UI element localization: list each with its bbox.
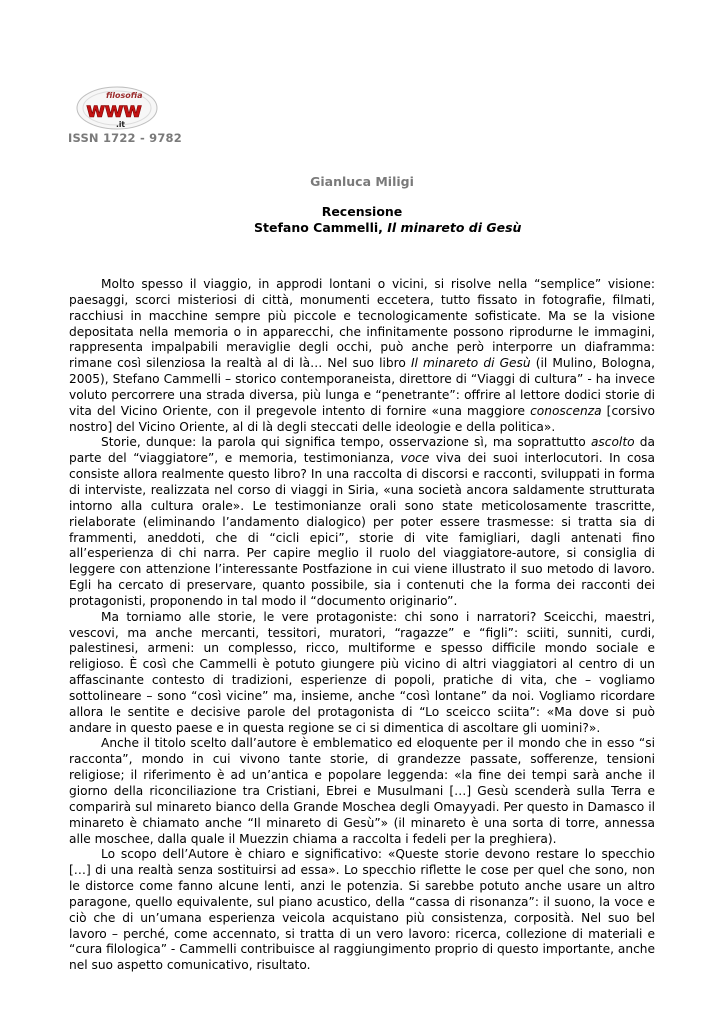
article-author: Gianluca Miligi xyxy=(310,174,414,189)
review-body xyxy=(69,277,655,974)
text-run-italic: ascolto xyxy=(590,435,635,450)
filosofia-logo xyxy=(72,84,168,132)
issn-number: ISSN 1722 - 9782 xyxy=(68,131,182,145)
text-run: [corsivo nostro] del Vicino Oriente, al di là degli steccati delle ideologie e della politica». xyxy=(69,403,656,434)
text-run: Storie, dunque: la parola qui significa tempo, osservazione sì, ma soprattutto xyxy=(101,435,591,450)
book-heading xyxy=(254,220,554,235)
paragraph: Lo scopo dell’Autore è chiaro e significativo: «Queste storie devono restare lo specchio […] di una realtà senza sostituirsi ad essa». Lo specchio riflette le cose per quel che sono, non le distorce come fanno alcune lenti, anzi le potenzia. Si sarebbe potuto anche usare un altro paragone, quello equivalente, sul piano acustico, della “cassa di risonanza”: il suono, la voce e ciò che di un’umana esperienza veicola acquistano più consistenza, corposità. Nel suo bel lavoro – perché, come accennato, si tratta di un vero lavoro: ricerca, collezione di materiali e “cura filologica” - Cammelli contribuisce al raggiungimento proprio di questo importante, anche nel suo aspetto comunicativo, risultato. xyxy=(69,847,656,973)
book-title: Il minareto di Gesù xyxy=(387,220,522,235)
text-run: viva dei suoi interlocutori. In cosa consiste allora realmente questo libro? In una raccolta di discorsi e racconti, sviluppati in forma di interviste, realizzata nel corso di viaggi in Siria, «una società ancora saldamente strutturata intorno alla cultura orale». Le testimonianze orali sono state meticolosamente trascritte, rielaborate (eliminando l’andamento dialogico) per poter essere trasmesse: si tratta sia di frammenti, aneddoti, che di “cicli epici”, storie di vite famigliari, dagli antenati fino all’esperienza di chi narra. Per capire meglio il ruolo del viaggiatore-autore, si consiglia di leggere con attenzione l’interessante Postfazione in cui viene illustrato il suo metodo di lavoro. Egli ha cercato di preservare, quanto possibile, sia i contenuti che la forma dei racconti dei protagonisti, proponendo in tal modo il “documento originario”. xyxy=(69,451,655,608)
text-run: Molto spesso il viaggio, in approdi lontani o vicini, si risolve nella “semplice” visione: paesaggi, scorci misteriosi di città, monumenti eccetera, tutto fissato in fotografie, filmati, racchiusi in macchine sempre più piccole e tecnologicamente sofisticate. Ma se la visione depositata nella memoria o in apparecchi, che infinitamente possono riprodurne le immagini, rappresenta impalpabili meraviglie degli occhi, può anche però interporre un diaframma: rimane così silenziosa la realtà al di là… Nel suo libro xyxy=(69,277,655,371)
text-run-italic: Il minareto di Gesù xyxy=(410,356,531,371)
text-run-italic: conoscenza xyxy=(530,403,602,418)
article-kind: Recensione xyxy=(321,204,403,219)
logo-domain: .it xyxy=(116,120,126,129)
paragraph: Ma torniamo alle storie, le vere protagoniste: chi sono i narratori? Sceicchi, maestri, vescovi, ma anche mercanti, tessitori, muratori, “ragazze” e “figli”: sciiti, sunniti, curdi, palestinesi, armeni: un complesso, ricco, multiforme e spesso difficile mondo sociale e religioso. È così che Cammelli è potuto giungere più vicino di altri viaggiatori al centro di un affascinante contesto di tradizioni, esperienze di popoli, pratiche di vita, che – vogliamo sottolineare – sono “così vicine” ma, insieme, anche “così lontane” da noi. Vogliamo ricordare allora le sentite e decisive parole del protagonista di “Lo sceicco sciita”: «Ma dove si può andare in questo paese e in questa regione se ci si dimentica di ascoltare gli uomini?». xyxy=(69,609,655,735)
paragraph xyxy=(69,435,655,609)
book-author: Stefano Cammelli, xyxy=(254,220,388,235)
text-run: (il Mulino, Bologna, 2005), Stefano Cammelli – storico contemporaneista, direttore di “Viaggi di cultura” - ha invece voluto percorrere una strada diversa, più lunga e “penetrante”: offrire al lettore dodici storie di vita del Vicino Oriente, con il pregevole intento di fornire «una maggiore xyxy=(69,356,656,418)
text-run: da parte del “viaggiatore”, e memoria, testimonianza, xyxy=(69,435,655,466)
text-run-italic: voce xyxy=(400,451,430,466)
logo-www: www xyxy=(86,98,142,122)
logo-text: filosofia xyxy=(106,91,143,100)
paragraph xyxy=(69,277,655,435)
paragraph: Anche il titolo scelto dall’autore è emblematico ed eloquente per il mondo che in esso “si racconta”, mondo in cui vivono tante storie, di grandezze passate, sofferenze, tensioni religiose; il riferimento è ad un’antica e popolare leggenda: «la fine dei tempi sarà anche il giorno della riconciliazione tra Cristiani, Ebrei e Musulmani […] Gesù scenderà sulla Terra e comparirà sul minareto bianco della Grande Moschea degli Omayyadi. Per questo in Damasco il minareto è chiamato anche “Il minareto di Gesù”» (il minareto è una sorta di torre, annessa alle moschee, dalla quale il Muezzin chiama a raccolta i fedeli per la preghiera). xyxy=(69,736,655,846)
